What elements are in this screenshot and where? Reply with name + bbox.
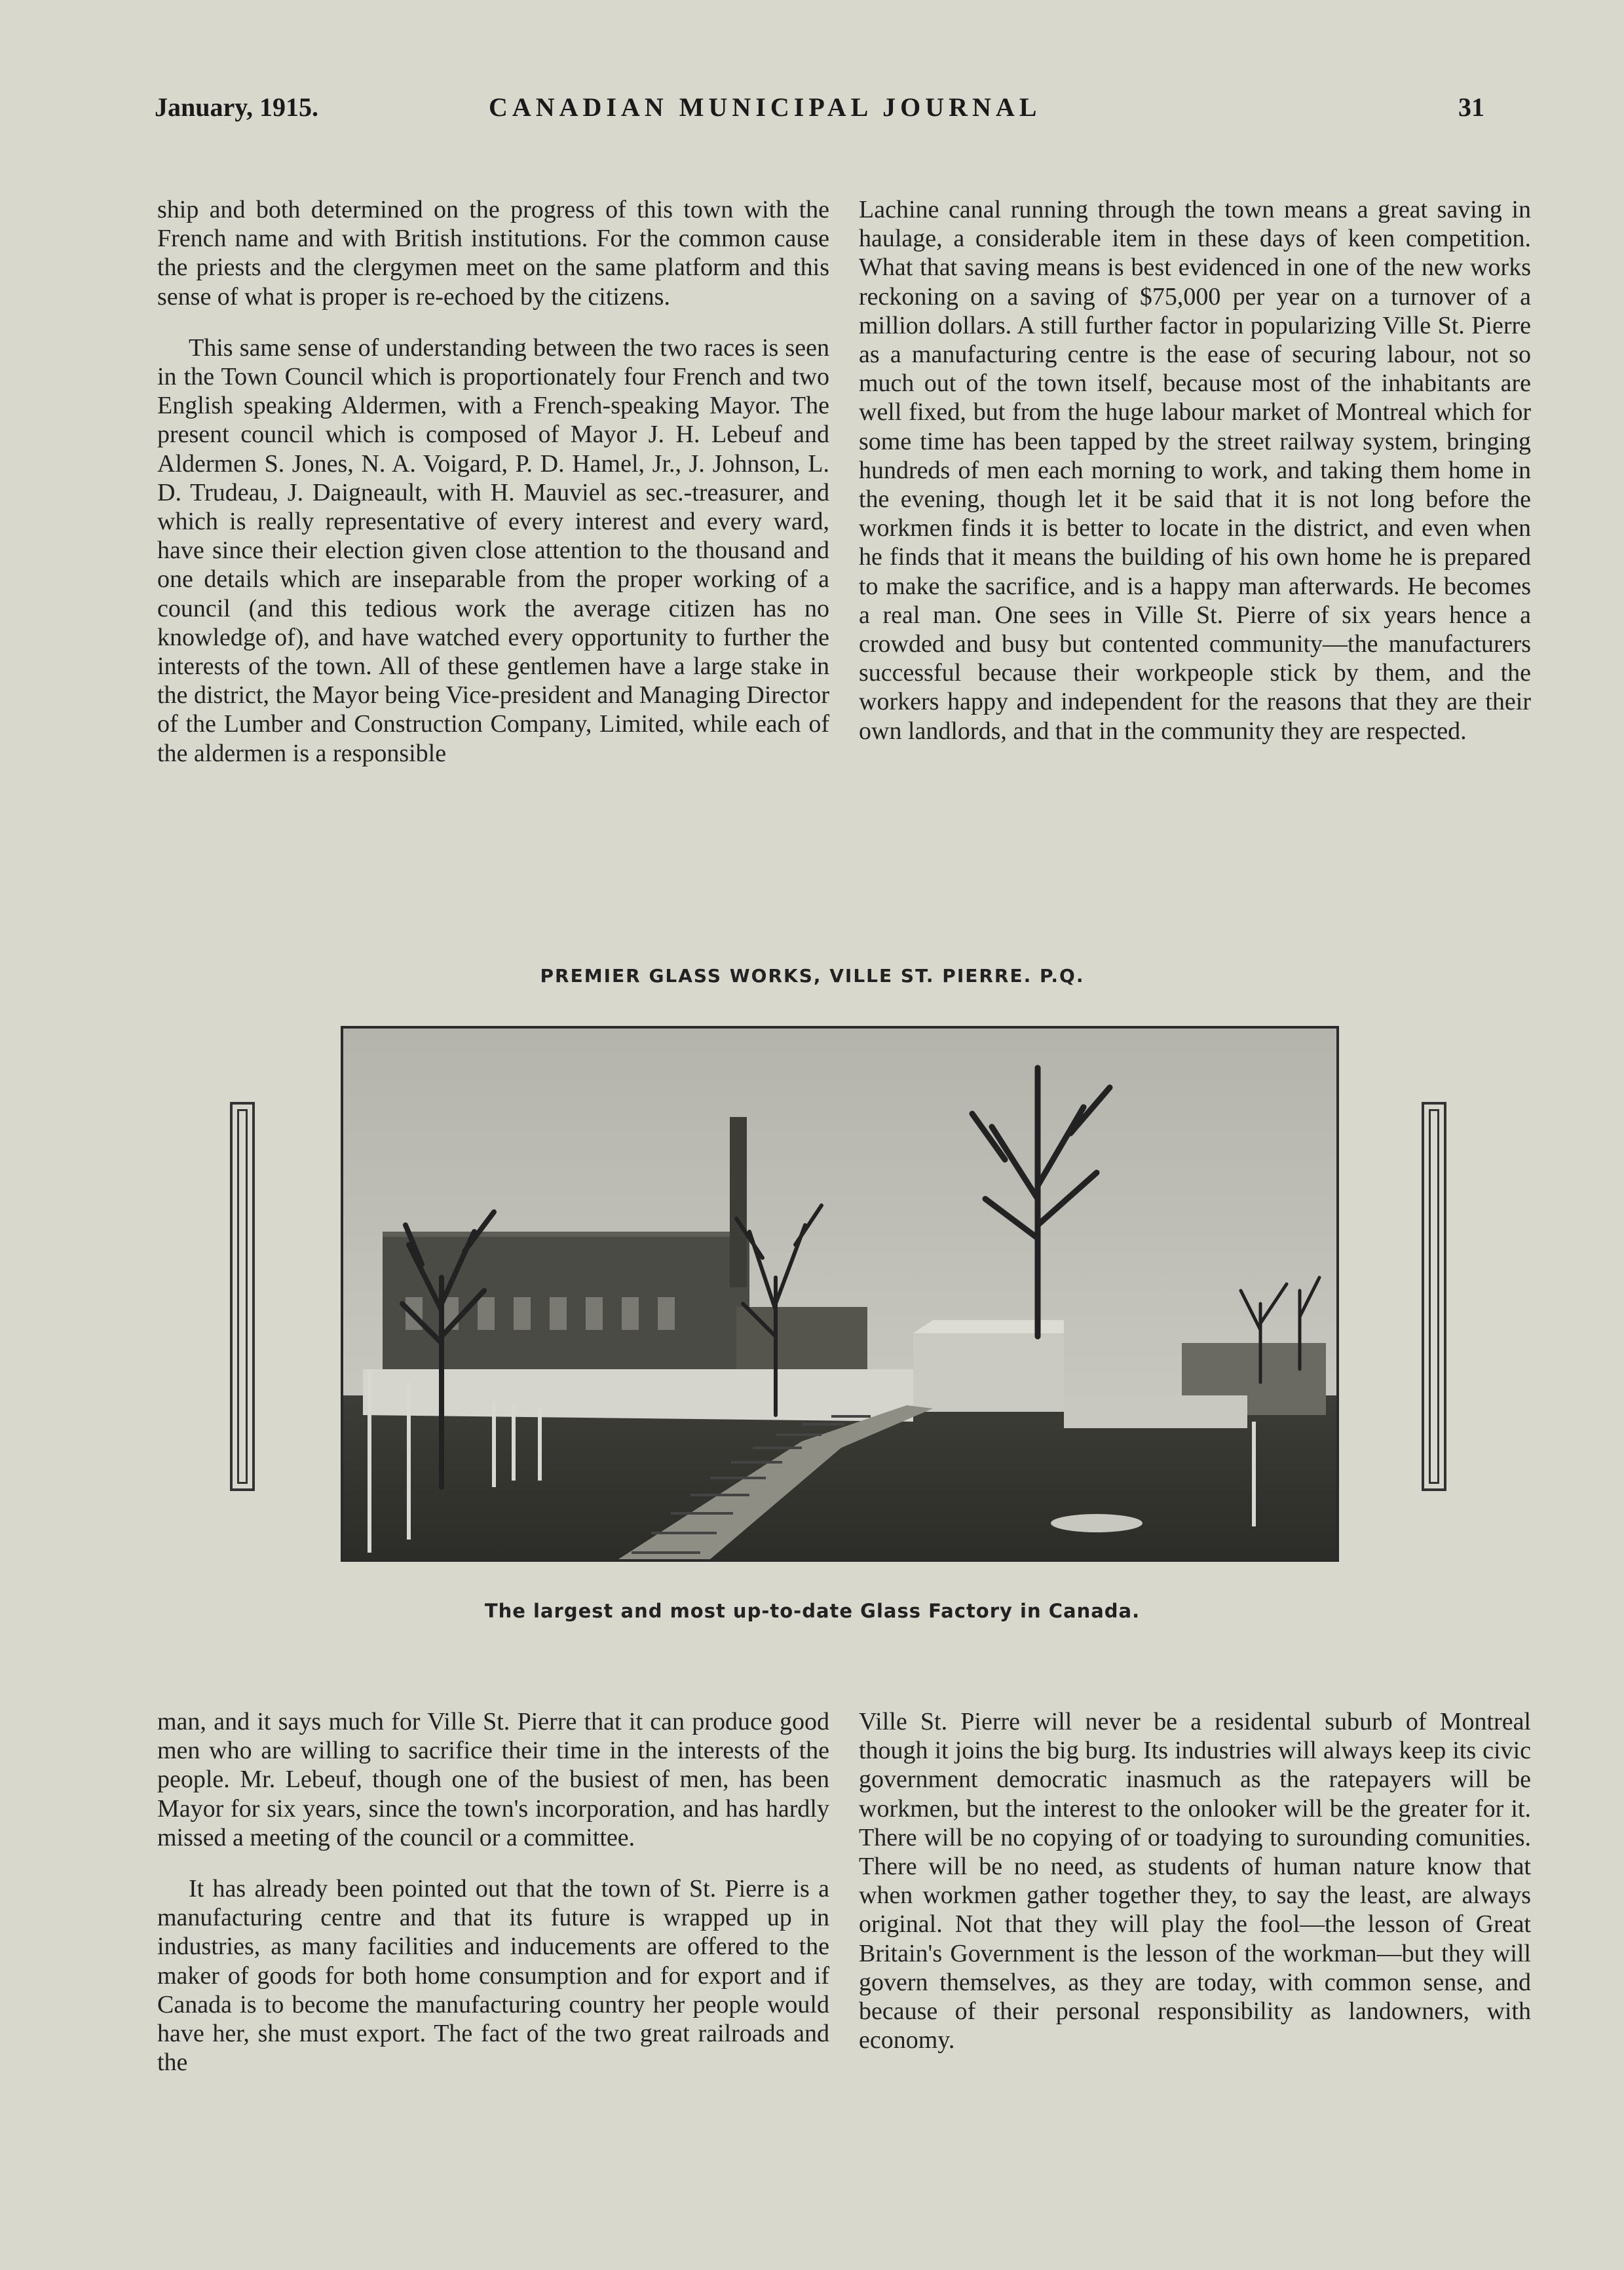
upper-right-column — [859, 195, 1531, 746]
page-number: 31 — [1458, 92, 1484, 122]
issue-date: January, 1915. — [155, 92, 319, 122]
journal-title: CANADIAN MUNICIPAL JOURNAL — [489, 92, 1042, 122]
factory-photo-illustration — [343, 1029, 1336, 1559]
decorative-bar-right — [1422, 1102, 1446, 1491]
paragraph: ship and both determined on the progress of this town with the French name and with British institutions. For the common cause the priests and the clergymen meet on the same platform and this sense of what is proper is re-echoed by the citizens. — [157, 196, 829, 311]
paragraph: Ville St. Pierre will never be a residental suburb of Montreal though it joins the big burg. Its industries will always keep its civic government democratic inasmuch as the ratepayers will be workmen, but the interest to the onlooker will be the greater for it. There will be no copying of or toadying to surounding comunities. There will be no need, as students of human nature know that when workmen gather together they, to say the least, are always original. Not that they will play the fool—the lesson of Great Britain's Government is the lesson of the workman—but they will govern themselves, as they are today, with common sense, and because of their personal responsibility as landowners, with economy. — [859, 1708, 1531, 2054]
paragraph: Lachine canal running through the town means a great saving in haulage, a considerable item in these days of keen competition. What that saving means is best evidenced in one of the new works reckoning on a saving of $75,000 per year on a turnover of a million dollars. A still further factor in popularizing Ville St. Pierre as a manufacturing centre is the ease of securing labour, not so much out of the town itself, because most of the inhabitants are well fixed, but from the huge labour market of Montreal which for some time has been tapped by the street railway system, bringing hundreds of men each morning to work, and taking them home in the evening, though let it be said that it is not long before the workmen finds it is better to locate in the district, and even when he finds that it means the building of his own home he is prepared to make the sacrifice, and is a happy man afterwards. He becomes a real man. One sees in Ville St. Pierre of six years hence a crowded and busy but contented community—the manufacturers successful because their workpeople stick by them, and the workers happy and independent for the reasons that they are their own landlords, and that in the community they are respected. — [859, 196, 1531, 745]
paragraph: It has already been pointed out that the town of St. Pierre is a manufacturing centre and that its future is wrapped up in industries, as many facilities and inducements are offered to the maker of goods for both home consumption and for export and if Canada is to become the manufacturing country her people would have her, she must export. The fact of the two great railroads and the — [157, 1875, 829, 2077]
running-head — [155, 92, 1484, 126]
paragraph: man, and it says much for Ville St. Pierre that it can produce good men who are willing to sacrifice their time in the interests of the people. Mr. Lebeuf, though one of the busiest of men, has been Mayor for six years, since the town's incorporation, and has hardly missed a meeting of the council or a committee. — [157, 1708, 829, 1851]
paragraph: This same sense of understanding between the two races is seen in the Town Council which is proportionately four French and two English speaking Aldermen, with a French-speaking Mayor. The present council which is composed of Mayor J. H. Lebeuf and Aldermen S. Jones, N. A. Voigard, P. D. Hamel, Jr., J. Johnson, L. D. Trudeau, J. Daigneault, with H. Mauviel as sec.-treasurer, and which is really representative of every interest and every ward, have since their election given close attention to the thousand and one details which are inseparable from the proper working of a council (and this tedious work the average citizen has no knowledge of), and have watched every opportunity to further the interests of the town. All of these gentlemen have a large stake in the district, the Mayor being Vice-president and Managing Director of the Lumber and Construction Company, Limited, while each of the aldermen is a responsible — [157, 333, 829, 767]
lower-left-column — [157, 1707, 829, 2077]
factory-photo — [341, 1026, 1339, 1562]
photo-title: PREMIER GLASS WORKS, VILLE ST. PIERRE. P.Q. — [540, 965, 1085, 987]
photo-caption: The largest and most up-to-date Glass Factory in Canada. — [484, 1600, 1141, 1622]
lower-right-column — [859, 1707, 1531, 2054]
decorative-bar-left — [230, 1102, 255, 1491]
upper-left-column — [157, 195, 829, 768]
